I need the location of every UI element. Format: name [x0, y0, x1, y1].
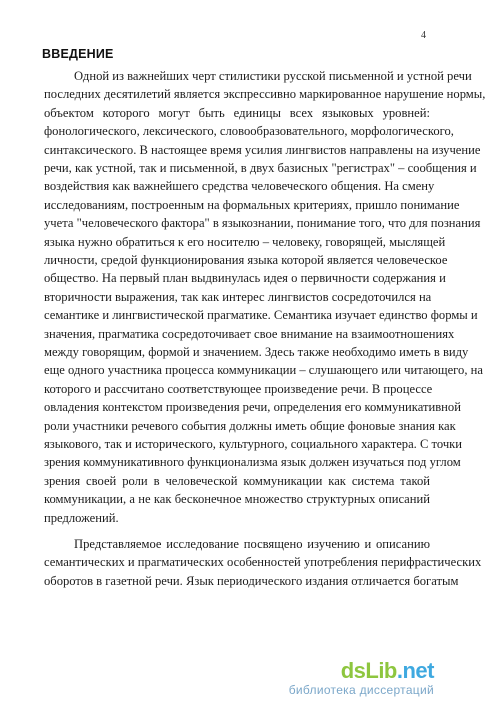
paragraph-line: Представляемое исследование посвящено изучению и описанию [74, 537, 430, 551]
paragraph-line: последних десятилетий является экспрессивно маркированное нарушение нормы, [44, 87, 485, 102]
page-number: 4 [421, 30, 426, 41]
paragraph-line: учета "человеческого фактора" в языкознании, понимание того, что для познания [44, 216, 481, 231]
paragraph-line: языкового, так и исторического, культурного, социального характера. С точки [44, 437, 463, 451]
paragraph-line: которого и рассчитано соответствующее произведение речи. В процессе [44, 381, 433, 396]
paragraph-line: объектом которого могут быть единицы всех языковых уровней: [44, 105, 430, 120]
paragraph-line: предложений. [44, 510, 119, 525]
watermark-subtitle: библиотека диссертаций [288, 683, 434, 697]
paragraph-line: языка нужно обратиться к его носителю – человеку, говорящей, мыслящей [44, 234, 446, 249]
paragraph-line: фонологического, лексического, словообразовательного, морфологического, [44, 124, 454, 139]
paragraph-line: речи, как устной, так и письменной, в двух базисных "регистрах" – сообщения и [44, 161, 477, 175]
paragraph-line: семантике и лингвистической прагматике. Семантика изучает единство формы и [44, 308, 478, 323]
paragraph-line: оборотов в газетной речи. Язык периодического издания отличается богатым [44, 573, 459, 588]
paragraph-line: овладения контекстом произведения речи, определения его коммуникативной [44, 400, 461, 415]
paragraph-line: роли участники речевого события должны иметь общие фоновые знания как [44, 418, 456, 433]
paragraph-line: семантических и прагматических особенностей употребления перифрастических [44, 555, 482, 570]
watermark-logo-part2: .net [396, 658, 434, 683]
paragraph-line: исследованиям, построенным на формальных критериях, пришло понимание [44, 197, 460, 212]
paragraph-line: значения, прагматика сосредоточивает свое внимание на взаимоотношениях [44, 326, 455, 341]
watermark-logo [289, 660, 434, 682]
watermark-logo-part1: dsLib [340, 658, 397, 683]
paragraph-line: зрения своей роли в человеческой коммуникации как система такой [44, 473, 430, 488]
dslib-watermark [289, 660, 434, 697]
paragraph-line: общество. На первый план выдвинулась идея о первичности содержания и [44, 271, 446, 286]
paragraph-line: еще одного участника процесса коммуникации – слушающего или читающего, на [44, 363, 483, 378]
section-heading: ВВЕДЕНИЕ [42, 47, 114, 61]
paragraph-line: между говорящим, формой и значением. Здесь также необходимо иметь в виду [44, 345, 469, 359]
paragraph-line: зрения коммуникативного функционализма язык должен изучаться под углом [44, 455, 461, 470]
paragraph-line: синтаксического. В настоящее время усилия лингвистов направлены на изучение [44, 142, 481, 157]
paragraph-line: личности, средой функционирования языка которой является человеческое [44, 253, 448, 267]
paragraph-line: коммуникации, а не как бесконечное множество структурных описаний [44, 492, 430, 507]
paragraph-line: воздействия как важнейшего средства человеческого общения. На смену [44, 179, 435, 194]
paragraph-line: Одной из важнейших черт стилистики русской письменной и устной речи [74, 69, 472, 83]
paragraph-line: вторичности выражения, так как интерес лингвистов сосредоточился на [44, 289, 432, 304]
